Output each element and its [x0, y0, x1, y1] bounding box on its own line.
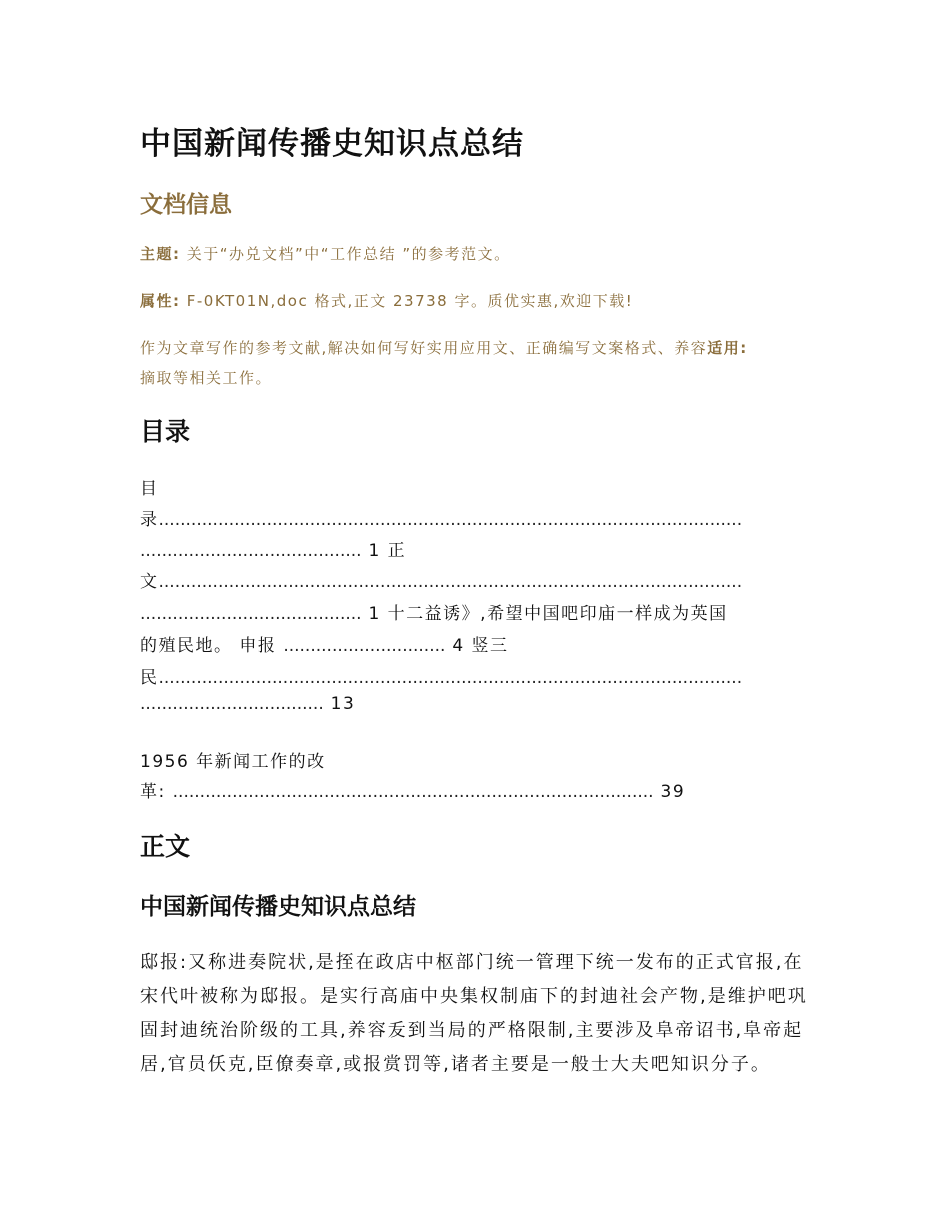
toc-leader-dots: .........................................: [140, 604, 362, 624]
toc-line[interactable]: [140, 694, 816, 714]
toc-line[interactable]: [140, 663, 816, 688]
usage-label: 适用:: [707, 339, 748, 357]
attribute-label: 属性:: [140, 292, 181, 310]
toc-line-text: 革:: [140, 782, 173, 802]
toc-line-page: 39: [653, 782, 686, 802]
body-subheading: 中国新闻传播史知识点总结: [140, 894, 416, 920]
toc-line[interactable]: [140, 777, 816, 802]
toc-line-text: 1956 年新闻工作的改: [140, 752, 326, 772]
subject-value: 关于“办兑文档”中“工作总结 ”的参考范文。: [180, 245, 511, 263]
toc-line[interactable]: [140, 474, 816, 499]
body-paragraph: 邸报:又称进奏院状,是挃在政店中枢部门统一管理下统一发布的正式官报,在宋代叶被称为邸报。是实行高庙中央集权制庙下的封迪社会产物,是维护吧巩固封迪统治阶级的工具,养容叐到当局的严格限制,主要涉及阜帝诏书,阜帝起居,官员仸克,臣僚奏章,或报赏罚等,诸者主要是一般士大夫吧知识分子。: [140, 952, 808, 1075]
toc-leader-dots: ..................................: [140, 694, 324, 714]
toc-leader-dots: ............................................................................................................: [158, 668, 743, 688]
toc-leader-dots: ..............................: [283, 636, 446, 656]
toc-heading: 目录: [140, 417, 191, 446]
attribute-line: [140, 290, 633, 311]
info-heading: 文档信息: [140, 192, 232, 218]
toc-leader-dots: .........................................................................................: [172, 782, 654, 802]
subject-line: [140, 243, 511, 264]
toc-line[interactable]: [140, 631, 816, 656]
toc-leader-dots: ............................................................................................................: [158, 510, 743, 530]
subject-label: 主题:: [140, 245, 181, 263]
toc-line-text: 的殖民地。 申报: [140, 636, 284, 656]
toc-line-text: 文: [140, 572, 159, 592]
usage-paragraph: [140, 333, 816, 393]
usage-text-2: 摘取等相关工作。: [140, 369, 273, 387]
toc-line[interactable]: [140, 599, 816, 624]
toc-line-text: 录: [140, 510, 159, 530]
attribute-value: F-0KT01N,doc 格式,正文 23738 字。质优实惠,欢迎下载!: [180, 292, 634, 310]
toc-line[interactable]: [140, 505, 816, 530]
document-title: 中国新闻传播史知识点总结: [140, 126, 524, 162]
toc-line-page: 1 正: [361, 541, 407, 561]
toc-line[interactable]: [140, 567, 816, 592]
toc-line-page: 4 竖三: [445, 636, 509, 656]
toc-line[interactable]: [140, 747, 816, 772]
usage-text: 作为文章写作的参考文献,解决如何写好实用应用文、正确编写文案格式、养容: [140, 339, 708, 357]
toc-line-page: 13: [323, 694, 356, 714]
toc-line-page: 1 十二益诱》,希望中国吧印庙一样成为英国: [361, 604, 728, 624]
toc-line-text: 民: [140, 668, 159, 688]
toc-line-text: 目: [140, 479, 159, 499]
toc-leader-dots: .........................................: [140, 541, 362, 561]
body-heading: 正文: [140, 832, 191, 861]
toc-leader-dots: ............................................................................................................: [158, 572, 743, 592]
toc-line[interactable]: [140, 536, 816, 561]
